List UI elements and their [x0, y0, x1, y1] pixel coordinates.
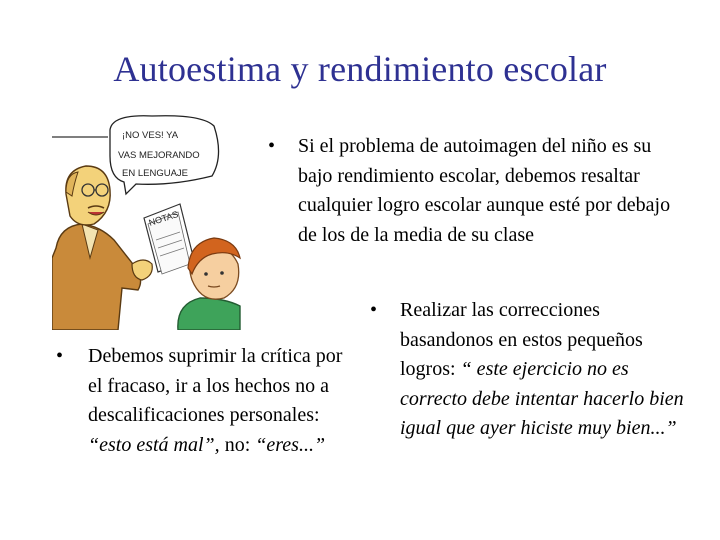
bullet-corrections [370, 296, 690, 444]
bullet-text: Si el problema de autoimagen del niño es su bajo rendimiento escolar, debemos resaltar cualquier logro escolar aunque esté por debajo de los de la media de su clase [298, 135, 671, 246]
bullet-text-container [56, 342, 356, 460]
notas-label: NOTAS [147, 209, 180, 228]
bubble-line-1: ¡NO VES! YA [122, 130, 179, 141]
bullet-marker: • [370, 299, 378, 321]
bullet-marker: • [56, 345, 64, 367]
bubble-line-3: EN LENGUAJE [122, 168, 188, 179]
bullet-self-image [268, 132, 688, 250]
bullet-text-container [370, 296, 690, 444]
teacher-student-illustration [52, 108, 244, 330]
slide-title: Autoestima y rendimiento escolar [113, 49, 607, 89]
quote-este-ejercicio: “ este ejercicio no es correcto debe intentar hacerlo bien igual que ayer hiciste muy bien...” [400, 358, 684, 439]
quote-esto-esta-mal: “esto está mal”, [88, 433, 220, 456]
bullet-text: Debemos suprimir la crítica por el fracaso, ir a los hechos no a descalificaciones personales: [88, 345, 343, 426]
bullet-marker: • [268, 135, 276, 157]
bullet-suppress-criticism [56, 342, 356, 460]
quote-eres: “eres...” [255, 433, 326, 456]
bubble-line-2: VAS MEJORANDO [118, 150, 200, 161]
bullet-text-mid: no: [219, 433, 256, 456]
bullet-text: Realizar las correcciones basandonos en estos pequeños logros: [400, 299, 643, 380]
